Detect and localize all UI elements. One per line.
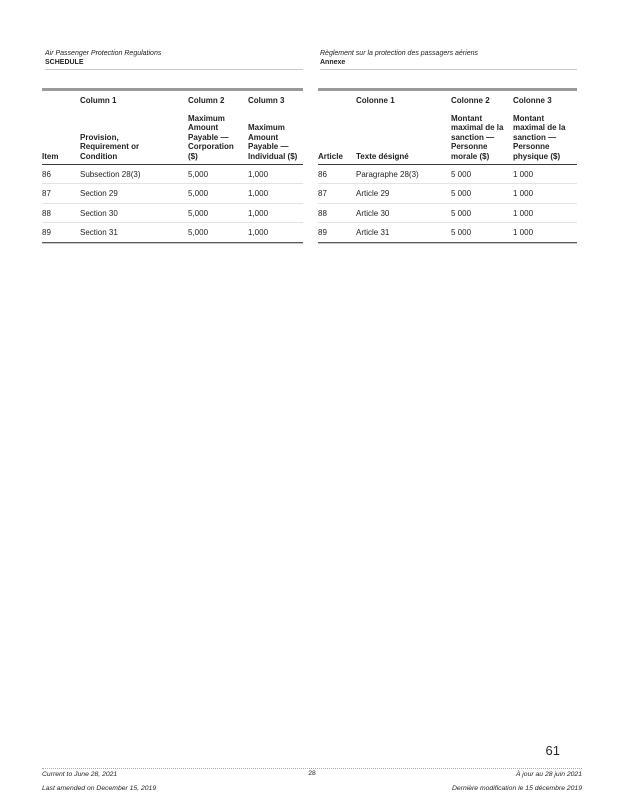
header-article: Article <box>318 151 343 161</box>
row-provision: Section 29 <box>80 189 118 199</box>
table-row <box>318 184 577 203</box>
row-amount-corporation: 5,000 <box>188 208 209 218</box>
row-amount-individual: 1,000 <box>248 228 269 238</box>
row-provision: Section 31 <box>80 228 118 238</box>
header-texte-designe: Texte désigné <box>356 151 409 161</box>
header-item: Item <box>42 151 59 161</box>
table-row <box>42 204 303 223</box>
penalty-table-en <box>42 88 303 243</box>
header-montant-morale: Montant maximal de la sanction — Personne morale ($) <box>451 113 504 161</box>
row-item: 88 <box>42 208 51 218</box>
table-row <box>42 223 303 242</box>
row-montant-physique: 1 000 <box>513 228 534 238</box>
penalty-table-fr <box>318 88 577 243</box>
row-article: 89 <box>318 228 327 238</box>
row-montant-physique: 1 000 <box>513 208 534 218</box>
footer-last-amended: Last amended on December 15, 2019 <box>42 784 157 792</box>
row-amount-corporation: 5,000 <box>188 189 209 199</box>
header-amount-individual: Maximum Amount Payable — Individual ($) <box>248 123 298 161</box>
row-texte: Paragraphe 28(3) <box>356 170 419 179</box>
header-provision: Provision, Requirement or Condition <box>80 132 140 161</box>
column-label: Column 2 <box>188 96 225 105</box>
row-montant-morale: 5 000 <box>451 208 472 218</box>
table-header-en <box>42 91 303 165</box>
table-row <box>318 223 577 242</box>
header-amount-corporation: Maximum Amount Payable — Corporation ($) <box>188 113 234 161</box>
row-article: 88 <box>318 208 327 218</box>
footer-fr <box>452 772 582 793</box>
footer-rule <box>42 768 582 769</box>
column-label-spacer <box>318 96 356 105</box>
column-label: Colonne 1 <box>356 96 395 105</box>
footer-sheet-number: 28 <box>308 770 316 777</box>
table-row <box>42 184 303 203</box>
column-labels-en <box>42 96 303 105</box>
row-texte: Article 30 <box>356 208 390 218</box>
row-montant-morale: 5 000 <box>451 228 472 238</box>
row-texte: Article 29 <box>356 189 390 199</box>
row-article: 87 <box>318 189 327 199</box>
table-header-fr <box>318 91 577 165</box>
row-amount-individual: 1,000 <box>248 170 269 179</box>
row-item: 86 <box>42 170 51 179</box>
table-row <box>42 165 303 184</box>
footer-current-to: Current to June 28, 2021 <box>42 771 118 778</box>
column-label: Column 3 <box>248 96 285 105</box>
running-header-fr <box>320 50 577 70</box>
row-montant-physique: 1 000 <box>513 170 534 179</box>
row-amount-corporation: 5,000 <box>188 228 209 238</box>
row-texte: Article 31 <box>356 228 390 238</box>
row-amount-individual: 1,000 <box>248 189 269 199</box>
row-provision: Subsection 28(3) <box>80 170 141 179</box>
row-amount-individual: 1,000 <box>248 208 269 218</box>
row-montant-morale: 5 000 <box>451 189 472 199</box>
column-label: Colonne 2 <box>451 96 490 105</box>
header-rule-en <box>45 69 303 70</box>
row-montant-physique: 1 000 <box>513 189 534 199</box>
doc-title-fr: Règlement sur la protection des passagers aériens <box>320 50 478 57</box>
running-header-en <box>45 50 303 70</box>
doc-title-en: Air Passenger Protection Regulations <box>45 50 162 57</box>
column-label-spacer <box>42 96 80 105</box>
column-labels-fr <box>318 96 577 105</box>
row-montant-morale: 5 000 <box>451 170 472 179</box>
page-number: 61 <box>545 743 560 758</box>
row-provision: Section 30 <box>80 208 118 218</box>
row-article: 86 <box>318 170 327 179</box>
section-title-en: SCHEDULE <box>45 59 84 67</box>
row-item: 87 <box>42 189 51 199</box>
section-title-fr: Annexe <box>320 59 346 67</box>
footer-derniere-modification: Dernière modification le 15 décembre 2019 <box>452 784 582 792</box>
row-item: 89 <box>42 228 51 238</box>
header-rule-fr <box>320 69 577 70</box>
column-label: Column 1 <box>80 96 117 105</box>
row-amount-corporation: 5,000 <box>188 170 209 179</box>
table-row <box>318 204 577 223</box>
header-montant-physique: Montant maximal de la sanction — Personne physique ($) <box>513 113 566 161</box>
table-row <box>318 165 577 184</box>
column-label: Colonne 3 <box>513 96 552 105</box>
footer-a-jour: À jour au 28 juin 2021 <box>515 771 582 778</box>
